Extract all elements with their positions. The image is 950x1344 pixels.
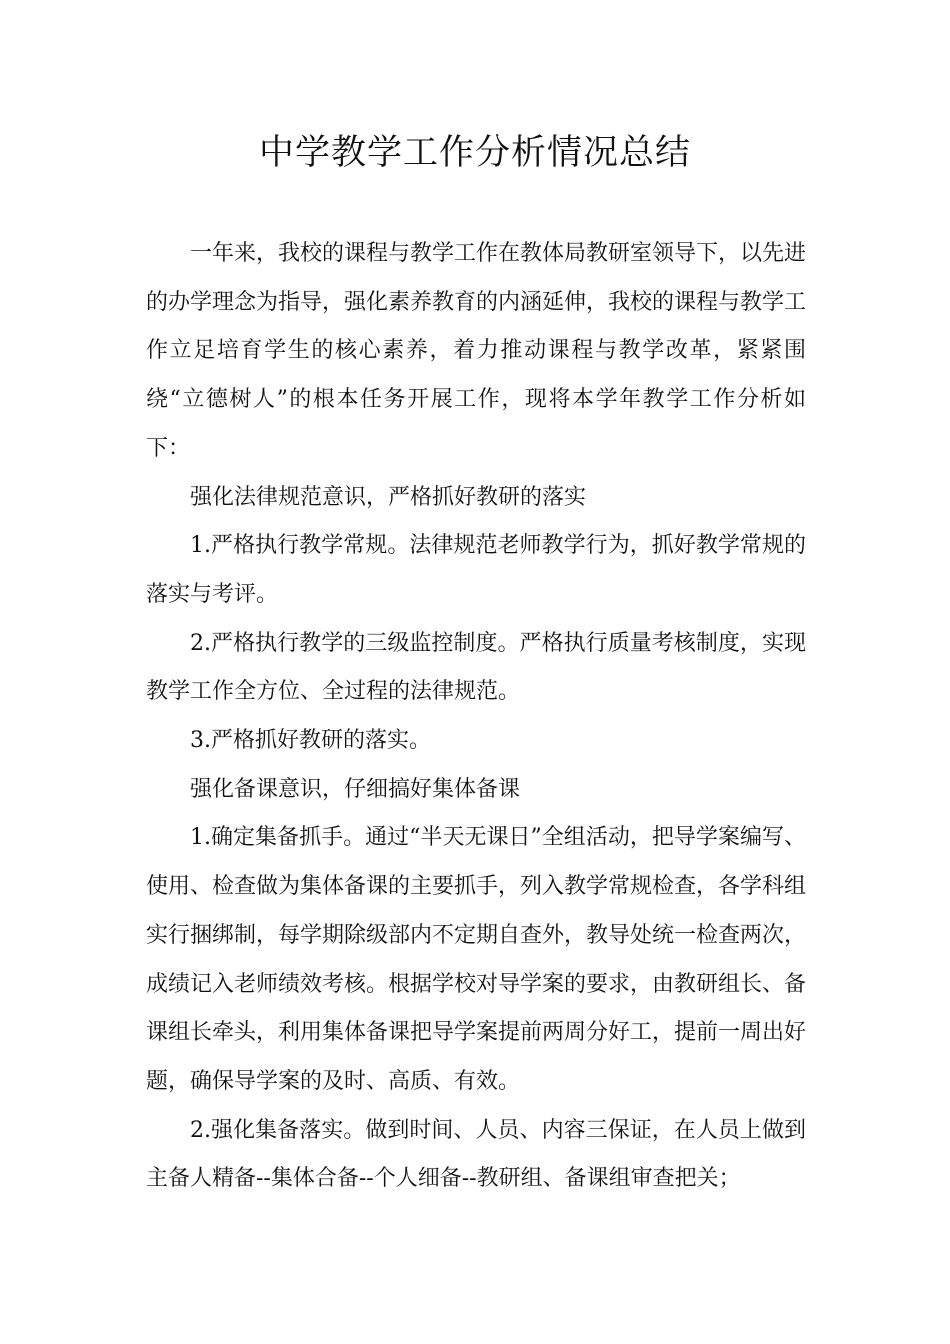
paragraph-item: 1.严格执行教学常规。法律规范老师教学行为，抓好教学常规的落实与考评。 xyxy=(146,533,806,607)
paragraph-item: 2.严格执行教学的三级监控制度。严格执行质量考核制度，实现教学工作全方位、全过程的法律规范。 xyxy=(146,630,806,705)
paragraph-intro: 一年来，我校的课程与教学工作在教体局教研室领导下，以先进的办学理念为指导，强化素养教育的内涵延伸，我校的课程与教学工作立足培育学生的核心素养，着力推动课程与教学改革，紧紧围绕“立德树人”的根本任务开展工作，现将本学年教学工作分析如下： xyxy=(146,241,807,461)
section-heading-lesson-prep: 强化备课意识，仔细搞好集体备课 xyxy=(190,776,521,802)
paragraph-item: 3.严格抓好教研的落实。 xyxy=(190,728,431,754)
document-body xyxy=(146,230,806,1204)
paragraph-item: 2.强化集备落实。做到时间、人员、内容三保证，在人员上做到主备人精备--集体合备--个人细备--教研组、备课组审查把关； xyxy=(146,1117,806,1192)
section-heading-law: 强化法律规范意识，严格抓好教研的落实 xyxy=(190,484,587,510)
paragraph-item: 1.确定集备抓手。通过“半天无课日”全组活动，把导学案编写、使用、检查做为集体备课的主要抓手，列入教学常规检查，各学科组实行捆绑制，每学期除级部内不定期自查外，教导处统一检查两次，成绩记入老师绩效考核。根据学校对导学案的要求，由教研组长、备课组长牵头，利用集体备课把导学案提前两周分好工，提前一周出好题，确保导学案的及时、高质、有效。 xyxy=(146,825,807,1094)
page-title: 中学教学工作分析情况总结 xyxy=(258,133,691,173)
